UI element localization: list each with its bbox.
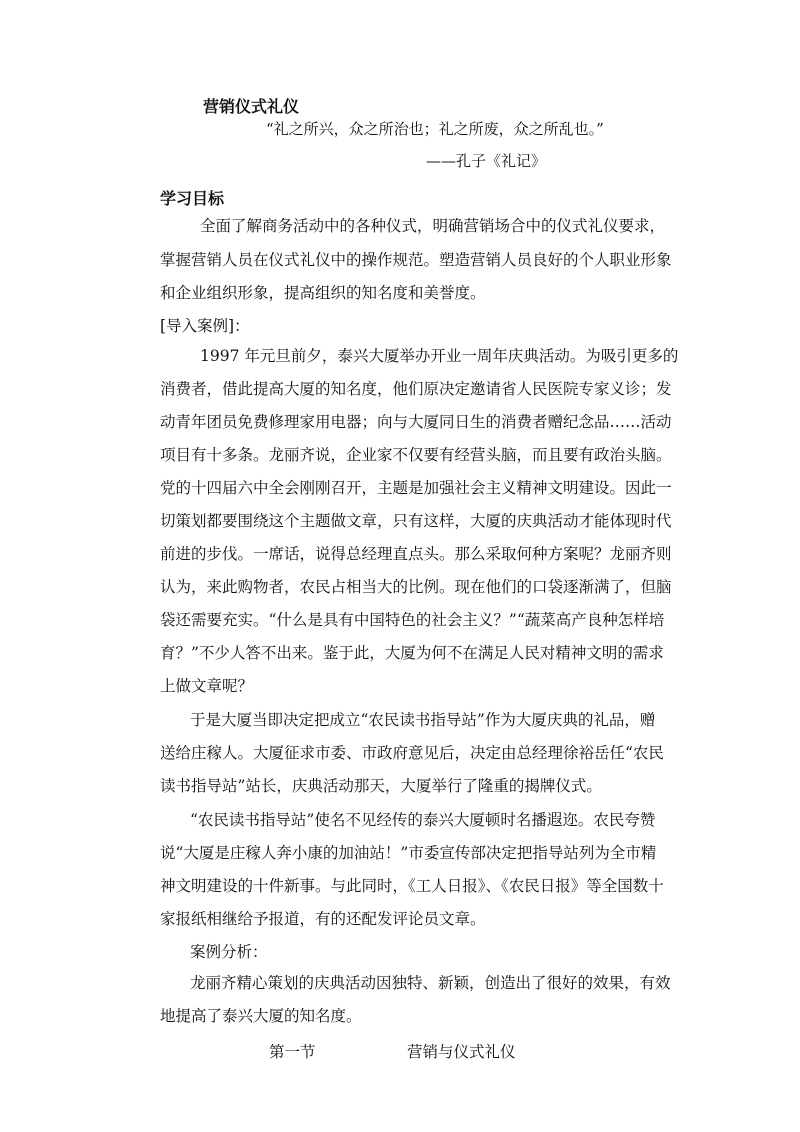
case-line: 1997 年元旦前夕，泰兴大厦举办开业一周年庆典活动。为吸引更多的	[200, 347, 679, 365]
section-name: 营销与仪式礼仪	[407, 1043, 516, 1061]
case-line: “农民读书指导站”使名不见经传的泰兴大厦顿时名播遐迩。农民夸赞	[190, 811, 656, 829]
case-line: 袋还需要充实。“什么是具有中国特色的社会主义？”“蔬菜高产良种怎样培	[160, 611, 665, 629]
case-line: 项目有十多条。龙丽齐说，企业家不仅要有经营头脑，而且要有政治头脑。	[160, 446, 672, 464]
case-line: 上做文章呢？	[160, 677, 254, 695]
epigraph-attribution: ——孔子《礼记》	[426, 152, 547, 170]
case-line: 送给庄稼人。大厦征求市委、市政府意见后，决定由总经理徐裕岳任“农民	[160, 744, 664, 762]
section-number: 第一节	[269, 1043, 316, 1061]
case-line: 认为，来此购物者，农民占相当大的比例。现在他们的口袋逐渐满了，但脑	[160, 578, 672, 596]
case-line: 消费者，借此提高大厦的知名度，他们原决定邀请省人民医院专家义诊；发	[160, 380, 672, 398]
case-line: 动青年团员免费修理家用电器；向与大厦同日生的消费者赠纪念品……活动	[160, 413, 672, 431]
case-line: 切策划都要围绕这个主题做文章，只有这样，大厦的庆典活动才能体现时代	[160, 512, 672, 530]
document-title: 营销仪式礼仪	[203, 97, 300, 116]
learning-goals-line: 掌握营销人员在仪式礼仪中的操作规范。塑造营销人员良好的个人职业形象	[160, 251, 672, 269]
case-line: 说“大厦是庄稼人奔小康的加油站！”市委宣传部决定把指导站列为全市精	[160, 844, 657, 862]
case-line: 家报纸相继给予报道，有的还配发评论员文章。	[160, 910, 486, 928]
analysis-line: 龙丽齐精心策划的庆典活动因独特、新颖，创造出了很好的效果，有效	[190, 974, 671, 992]
case-line: 于是大厦当即决定把成立“农民读书指导站”作为大厦庆典的礼品，赠	[190, 711, 656, 729]
analysis-line: 地提高了泰兴大厦的知名度。	[160, 1007, 362, 1025]
epigraph-quote: “礼之所兴，众之所治也；礼之所废，众之所乱也。”	[266, 120, 604, 138]
case-line: 党的十四届六中全会刚刚召开，主题是加强社会主义精神文明建设。因此一	[160, 479, 672, 497]
analysis-label: 案例分析：	[190, 943, 268, 961]
case-line: 读书指导站”站长，庆典活动那天，大厦举行了隆重的揭牌仪式。	[160, 777, 602, 795]
case-label: [导入案例]：	[160, 317, 250, 335]
case-line: 神文明建设的十件新事。与此同时，《工人日报》、《农民日报》等全国数十	[160, 877, 664, 895]
learning-goals-heading: 学习目标	[160, 189, 225, 208]
case-line: 前进的步伐。一席话，说得总经理直点头。那么采取何种方案呢？龙丽齐则	[160, 545, 672, 563]
case-line: 育？”不少人答不出来。鉴于此，大厦为何不在满足人民对精神文明的需求	[160, 644, 664, 662]
learning-goals-line: 和企业组织形象，提高组织的知名度和美誉度。	[160, 284, 486, 302]
learning-goals-line: 全面了解商务活动中的各种仪式，明确营销场合中的仪式礼仪要求，	[200, 217, 666, 235]
